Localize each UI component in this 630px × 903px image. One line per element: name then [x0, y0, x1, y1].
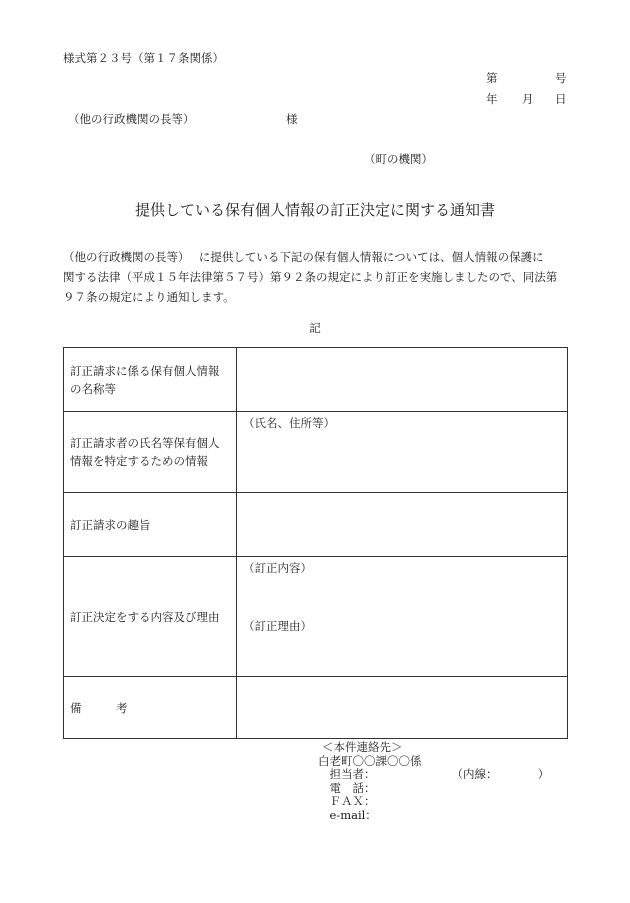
table-row	[64, 412, 568, 493]
contact-email: e-mail：	[318, 807, 377, 822]
row-value-requester-info[interactable]	[237, 412, 568, 493]
label-line: 備 考	[70, 700, 128, 715]
table-row	[64, 557, 568, 677]
contact-person-row	[318, 768, 549, 782]
ki-heading: 記	[309, 321, 321, 335]
row-label	[64, 677, 237, 739]
details-table	[63, 347, 568, 739]
sender: （町の機関）	[364, 152, 433, 166]
row-value-remarks[interactable]	[237, 677, 568, 739]
contact-heading: ＜本件連絡先＞	[322, 740, 403, 754]
contact-block	[318, 741, 549, 822]
page-title: 提供している保有個人情報の訂正決定に関する通知書	[134, 201, 495, 219]
date-year: 年	[486, 92, 498, 106]
body-paragraph	[63, 247, 571, 307]
contact-person: 担当者：	[318, 767, 376, 781]
table-row	[64, 677, 568, 739]
value-note: （訂正内容）	[243, 561, 312, 575]
row-label	[64, 493, 237, 557]
row-value-target-info[interactable]	[237, 348, 568, 412]
row-label	[64, 557, 237, 677]
row-label	[64, 348, 237, 412]
label-line: の名称等	[70, 381, 116, 396]
contact-fax: ＦＡＸ：	[318, 794, 376, 808]
date-day: 日	[555, 92, 567, 106]
date-month: 月	[522, 92, 534, 106]
row-label	[64, 412, 237, 493]
label-line: 訂正請求の趣旨	[70, 517, 151, 532]
contact-extension: （内線： ）	[451, 767, 550, 781]
table-row	[64, 348, 568, 412]
document-number-prefix: 第	[486, 71, 498, 85]
label-line: 情報を特定するための情報	[70, 454, 208, 468]
label-line: 訂正請求に係る保有個人情報	[70, 363, 220, 378]
label-line: 訂正請求者の氏名等保有個人	[70, 436, 220, 450]
contact-phone: 電 話：	[318, 780, 376, 795]
value-note: （訂正理由）	[243, 619, 312, 633]
body-line: ９７条の規定により通知します。	[63, 290, 235, 304]
row-value-request-purpose[interactable]	[237, 493, 568, 557]
row-value-decision[interactable]	[237, 557, 568, 677]
body-line: （他の行政機関の長等） に提供している下記の保有個人情報については、個人情報の保護に	[63, 250, 544, 264]
body-line: 関する法律（平成１５年法律第５７号）第９２条の規定により訂正を実施しましたので、同法第	[63, 270, 558, 284]
label-line: 訂正決定をする内容及び理由	[70, 609, 220, 624]
form-number: 様式第２３号（第１７条関係）	[63, 51, 224, 65]
value-note: （氏名、住所等）	[243, 416, 335, 430]
table-row	[64, 493, 568, 557]
document-number-suffix: 号	[555, 71, 567, 85]
addressee-name: （他の行政機関の長等）	[68, 112, 195, 126]
addressee-honorific: 様	[286, 112, 298, 126]
contact-department: 白老町〇〇課〇〇係	[318, 753, 422, 768]
